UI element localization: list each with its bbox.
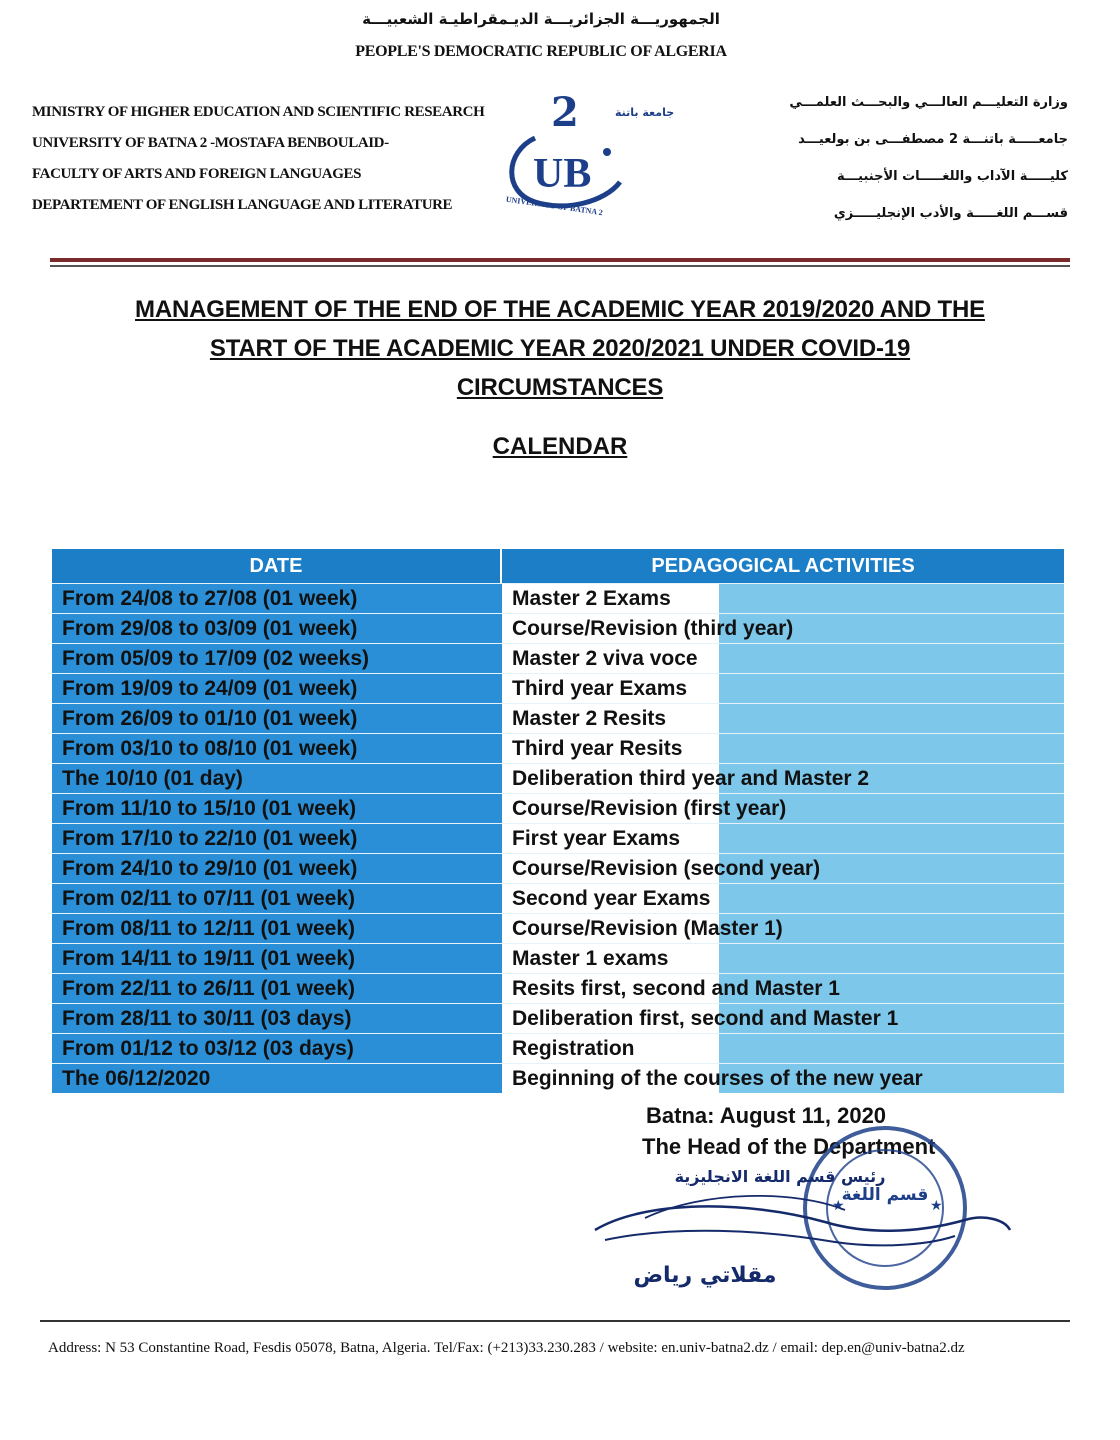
activity-cell <box>500 1034 1064 1063</box>
table-row <box>52 673 1064 703</box>
activity-text: Resits first, second and Master 1 <box>512 977 840 1000</box>
logo-arabic-text: جامعة باتنة <box>615 106 675 119</box>
date-cell: From 05/09 to 17/09 (02 weeks) <box>52 644 500 673</box>
activity-cell <box>500 674 1064 703</box>
activity-text: Deliberation first, second and Master 1 <box>512 1007 899 1030</box>
date-cell: From 11/10 to 15/10 (01 week) <box>52 794 500 823</box>
institution-block-english <box>32 97 485 221</box>
activities-column-header: PEDAGOGICAL ACTIVITIES <box>500 549 1064 583</box>
table-row <box>52 1063 1064 1093</box>
activity-text: Course/Revision (first year) <box>512 797 787 820</box>
activity-text: Master 2 Resits <box>512 707 667 730</box>
activity-text: Registration <box>512 1037 635 1060</box>
english-republic-title: PEOPLE'S DEMOCRATIC REPUBLIC OF ALGERIA <box>355 43 727 60</box>
date-cell: From 08/11 to 12/11 (01 week) <box>52 914 500 943</box>
activity-text: Third year Exams <box>512 677 688 700</box>
date-cell: From 26/09 to 01/10 (01 week) <box>52 704 500 733</box>
table-row <box>52 1003 1064 1033</box>
date-cell: From 28/11 to 30/11 (03 days) <box>52 1004 500 1033</box>
calendar-heading: CALENDAR <box>492 433 628 460</box>
date-cell: From 14/11 to 19/11 (01 week) <box>52 944 500 973</box>
ministry-line-arabic: وزارة التعليـــم العالـــي والبحـــث العلمـــي <box>789 95 1068 110</box>
table-header-row <box>52 549 1064 583</box>
date-cell: From 24/10 to 29/10 (01 week) <box>52 854 500 883</box>
table-body <box>52 583 1064 1093</box>
activity-cell <box>500 854 1064 883</box>
activity-cell <box>500 614 1064 643</box>
department-stamp-and-signature <box>585 1130 1025 1315</box>
signatory-role: The Head of the Department <box>642 1134 936 1159</box>
date-cell: From 29/08 to 03/09 (01 week) <box>52 614 500 643</box>
footer-address: Address: N 53 Constantine Road, Fesdis 05078, Batna, Algeria. Tel/Fax: (+213)33.230.283 / website: en.univ-batna2.dz / email: dep.en@univ-batna2.dz <box>48 1340 965 1356</box>
svg-text:★: ★ <box>832 1197 845 1213</box>
table-row <box>52 703 1064 733</box>
department-line: DEPARTEMENT OF ENGLISH LANGUAGE AND LITERATURE <box>32 197 453 213</box>
activity-cell <box>500 944 1064 973</box>
date-cell: From 22/11 to 26/11 (01 week) <box>52 974 500 1003</box>
title-line-3: CIRCUMSTANCES <box>456 374 664 401</box>
activity-text: Master 2 viva voce <box>512 647 698 670</box>
activity-cell <box>500 974 1064 1003</box>
faculty-line: FACULTY OF ARTS AND FOREIGN LANGUAGES <box>32 166 362 182</box>
activity-cell <box>500 644 1064 673</box>
svg-text:UB: UB <box>533 151 592 197</box>
activity-cell <box>500 584 1064 613</box>
activity-cell <box>500 704 1064 733</box>
table-row <box>52 883 1064 913</box>
activity-text: Third year Resits <box>512 737 683 760</box>
date-cell: The 06/12/2020 <box>52 1064 500 1093</box>
activity-cell <box>500 914 1064 943</box>
university-line: UNIVERSITY OF BATNA 2 -MOSTAFA BENBOULAID- <box>32 135 389 151</box>
date-cell: From 02/11 to 07/11 (01 week) <box>52 884 500 913</box>
date-column-header: DATE <box>249 554 303 577</box>
table-row <box>52 973 1064 1003</box>
svg-text:★: ★ <box>930 1197 943 1213</box>
department-line-arabic: قســـم اللغـــــة والأدب الإنجليـــــزي <box>833 206 1068 221</box>
table-row <box>52 1033 1064 1063</box>
table-row <box>52 823 1064 853</box>
title-line-2: START OF THE ACADEMIC YEAR 2020/2021 UNDER COVID-19 <box>209 335 911 362</box>
arabic-name-signature: مقلاتي رياض <box>633 1263 777 1288</box>
header-rule-thin <box>50 265 1070 267</box>
table-row <box>52 763 1064 793</box>
activity-text: Beginning of the courses of the new year <box>512 1067 923 1090</box>
table-row <box>52 643 1064 673</box>
activity-text: Master 2 Exams <box>512 587 671 610</box>
title-line-1: MANAGEMENT OF THE END OF THE ACADEMIC YEAR 2019/2020 AND THE <box>135 296 985 323</box>
ministry-line: MINISTRY OF HIGHER EDUCATION AND SCIENTIFIC RESEARCH <box>32 104 485 120</box>
stamp-text: قسم اللغة <box>841 1185 929 1205</box>
svg-text:2: 2 <box>551 89 579 136</box>
arabic-republic-title: الجمهوريـــة الجزائريـــة الديـمقراطيـة الشعبيـــة <box>362 10 720 28</box>
university-logo <box>495 89 675 222</box>
faculty-line-arabic: كليـــــة الآداب واللغـــــات الأجنبيـــة <box>836 169 1068 184</box>
date-cell: From 03/10 to 08/10 (01 week) <box>52 734 500 763</box>
calendar-table <box>52 549 1064 1093</box>
place-and-date: Batna: August 11, 2020 <box>646 1103 887 1128</box>
document-title <box>60 290 1060 407</box>
activity-text: Course/Revision (Master 1) <box>512 917 783 940</box>
activity-cell <box>500 824 1064 853</box>
activity-cell <box>500 794 1064 823</box>
activity-cell <box>500 884 1064 913</box>
institution-block-arabic <box>708 84 1068 232</box>
date-cell: From 19/09 to 24/09 (01 week) <box>52 674 500 703</box>
date-cell: The 10/10 (01 day) <box>52 764 500 793</box>
logo-caption: UNIVERSITY OF BATNA 2 <box>505 194 604 218</box>
table-row <box>52 613 1064 643</box>
date-cell: From 01/12 to 03/12 (03 days) <box>52 1034 500 1063</box>
activity-cell <box>500 1064 1064 1093</box>
activity-text: Second year Exams <box>512 887 711 910</box>
activity-text: First year Exams <box>512 827 681 850</box>
header-rule-thick <box>50 258 1070 262</box>
activity-text: Course/Revision (second year) <box>512 857 821 880</box>
arabic-role-signature: رئيس قسم اللغة الانجليزية <box>674 1167 886 1186</box>
university-line-arabic: جامعـــــة باتنـــة 2 مصطفـــى بن بولعيـــد <box>798 132 1068 147</box>
activity-text: Course/Revision (third year) <box>512 617 794 640</box>
activity-cell <box>500 1004 1064 1033</box>
activity-cell <box>500 764 1064 793</box>
table-row <box>52 913 1064 943</box>
table-row <box>52 943 1064 973</box>
date-cell: From 17/10 to 22/10 (01 week) <box>52 824 500 853</box>
table-row <box>52 583 1064 613</box>
activity-text: Master 1 exams <box>512 947 669 970</box>
date-cell: From 24/08 to 27/08 (01 week) <box>52 584 500 613</box>
table-row <box>52 853 1064 883</box>
activity-cell <box>500 734 1064 763</box>
table-row <box>52 793 1064 823</box>
footer-rule <box>40 1320 1070 1322</box>
activity-text: Deliberation third year and Master 2 <box>512 767 870 790</box>
table-row <box>52 733 1064 763</box>
